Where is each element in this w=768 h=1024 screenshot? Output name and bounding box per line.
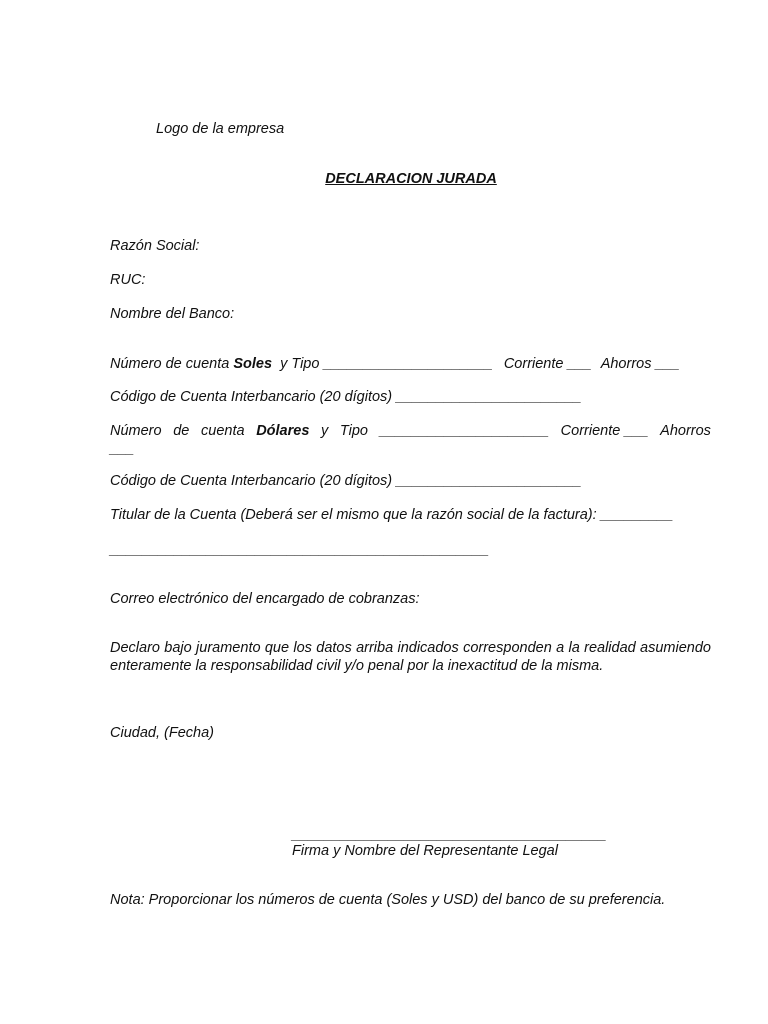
company-logo-placeholder: Logo de la empresa	[156, 121, 285, 137]
bank-name-label: Nombre del Banco:	[110, 306, 235, 322]
dolares-word-numero: Número	[110, 423, 162, 439]
document-title: DECLARACION JURADA	[325, 171, 497, 187]
dolares-corriente: Corriente ___	[560, 423, 649, 439]
dolares-word-tipo: Tipo	[339, 423, 369, 439]
ruc-label: RUC:	[110, 272, 146, 288]
cci-dolares-line: Código de Cuenta Interbancario (20 dígitos) _______________________	[110, 473, 582, 489]
dolares-word-de: de	[173, 423, 190, 439]
dolares-account-line	[110, 422, 711, 440]
billing-email-label: Correo electrónico del encargado de cobranzas:	[110, 591, 420, 607]
dolares-ahorros: Ahorros	[660, 423, 711, 439]
dolares-type-blank: _____________________	[379, 423, 550, 439]
signature-line: _______________________________________	[292, 827, 607, 843]
soles-type-text: y Tipo	[272, 356, 324, 372]
soles-corriente: Corriente ___	[503, 356, 592, 372]
soles-type-blank: _____________________	[323, 356, 493, 372]
footnote: Nota: Proporcionar los números de cuenta (Soles y USD) del banco de su preferencia.	[110, 892, 666, 908]
account-holder-blank: _______________________________________________	[110, 542, 490, 558]
cci-soles-line: Código de Cuenta Interbancario (20 dígitos) _______________________	[110, 389, 582, 405]
soles-account-line	[110, 355, 680, 373]
soles-ahorros: Ahorros ___	[600, 356, 680, 372]
soles-prefix: Número de cuenta	[110, 356, 234, 372]
signature-label: Firma y Nombre del Representante Legal	[292, 843, 558, 859]
soles-currency: Soles	[233, 356, 273, 372]
dolares-currency: Dólares	[256, 423, 310, 439]
account-holder-line: Titular de la Cuenta (Deberá ser el mismo que la razón social de la factura): _________	[110, 507, 674, 523]
dolares-ahorros-blank: ___	[110, 441, 135, 457]
sworn-declaration-paragraph: Declaro bajo juramento que los datos arriba indicados corresponden a la realidad asumiendo enteramente la responsabilidad civil y/o penal por la inexactitud de la misma.	[110, 640, 711, 674]
dolares-word-cuenta: cuenta	[201, 423, 245, 439]
city-date-label: Ciudad, (Fecha)	[110, 725, 214, 741]
dolares-word-y: y	[321, 423, 329, 439]
razon-social-label: Razón Social:	[110, 238, 200, 254]
